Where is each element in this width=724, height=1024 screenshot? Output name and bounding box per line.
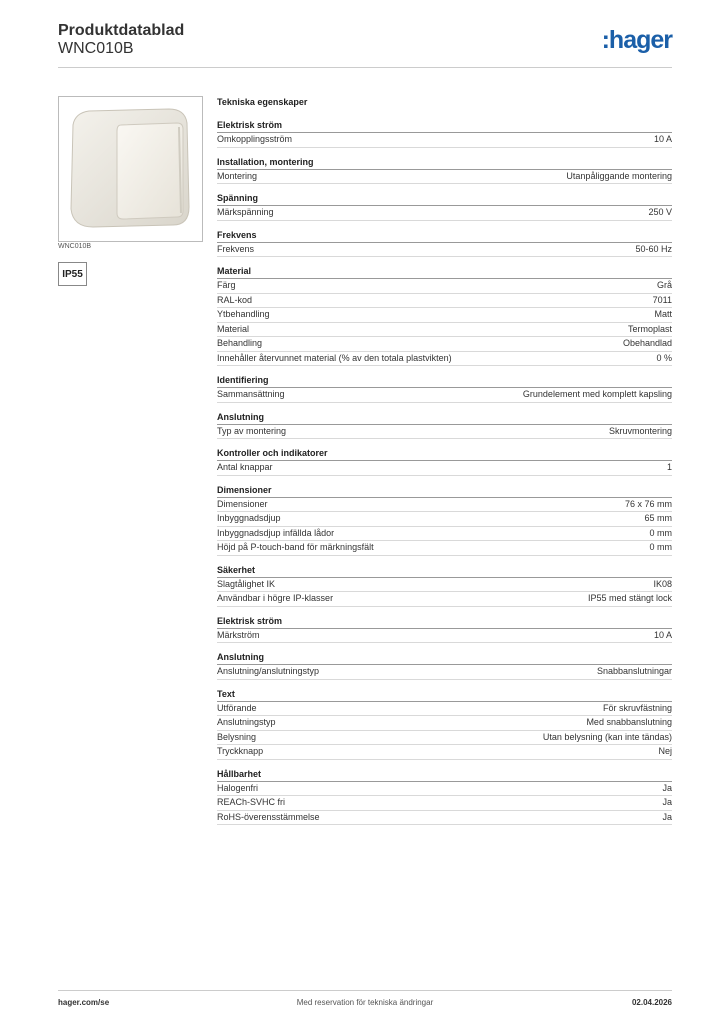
- spec-row: [217, 731, 672, 746]
- spec-row: [217, 578, 672, 593]
- section-title: Dimensioner: [217, 484, 672, 498]
- spec-row: [217, 498, 672, 513]
- spec-row: [217, 323, 672, 338]
- technical-specifications: [217, 95, 672, 833]
- spec-row: [217, 279, 672, 294]
- spec-value: 7011: [652, 294, 672, 305]
- spec-label: Omkopplingsström: [217, 134, 293, 144]
- spec-row: [217, 527, 672, 542]
- spec-label: Anslutning/anslutningstyp: [217, 666, 320, 676]
- spec-label: Anslutningstyp: [217, 717, 276, 727]
- spec-section: [217, 564, 672, 607]
- footer-disclaimer: Med reservation för tekniska ändringar: [296, 998, 434, 1007]
- spec-label: Belysning: [217, 731, 257, 742]
- spec-label: RAL-kod: [217, 294, 253, 305]
- spec-section: [217, 411, 672, 440]
- spec-value: Nej: [658, 746, 672, 756]
- spec-row: [217, 811, 672, 826]
- spec-value: 0 mm: [649, 527, 672, 538]
- section-title: Installation, montering: [217, 156, 672, 170]
- spec-value: Grå: [656, 280, 672, 290]
- spec-section: [217, 615, 672, 644]
- spec-value: Ja: [662, 797, 672, 807]
- spec-value: Med snabbanslutning: [586, 717, 672, 727]
- spec-label: Utförande: [217, 702, 257, 713]
- product-code: WNC010B: [58, 40, 134, 57]
- spec-section: [217, 119, 672, 148]
- spec-section: [217, 651, 672, 680]
- spec-row: [217, 206, 672, 221]
- spec-value: 1: [666, 462, 672, 472]
- spec-section: [217, 374, 672, 403]
- spec-value: Snabbanslutningar: [596, 666, 672, 676]
- spec-value: 10 A: [653, 134, 672, 144]
- header-divider: [58, 67, 672, 68]
- spec-section: [217, 156, 672, 185]
- section-title: Elektrisk ström: [217, 119, 672, 133]
- product-image: [58, 96, 203, 242]
- spec-value: Grundelement med komplett kapsling: [522, 389, 672, 399]
- document-header: [58, 22, 184, 58]
- spec-label: Innehåller återvunnet material (% av den totala plastvikten): [217, 352, 452, 363]
- spec-row: [217, 629, 672, 644]
- spec-row: [217, 133, 672, 148]
- spec-row: [217, 512, 672, 527]
- spec-label: Halogenfri: [217, 782, 259, 793]
- spec-label: REACh-SVHC fri: [217, 797, 286, 807]
- spec-value: Ja: [662, 811, 672, 822]
- spec-label: Märkspänning: [217, 207, 274, 217]
- section-title: Anslutning: [217, 411, 672, 425]
- section-title: Frekvens: [217, 229, 672, 243]
- section-title: Säkerhet: [217, 564, 672, 578]
- spec-label: Dimensioner: [217, 498, 268, 509]
- section-title: Anslutning: [217, 651, 672, 665]
- spec-row: [217, 294, 672, 309]
- spec-value: Skruvmontering: [608, 425, 672, 436]
- spec-label: Typ av montering: [217, 425, 287, 436]
- spec-value: 50-60 Hz: [635, 243, 672, 254]
- spec-label: Höjd på P-touch-band för märkningsfält: [217, 542, 374, 552]
- spec-value: Ja: [662, 782, 672, 793]
- spec-label: Antal knappar: [217, 462, 273, 472]
- spec-row: [217, 337, 672, 352]
- spec-section: [217, 688, 672, 760]
- section-title: Material: [217, 265, 672, 279]
- section-title: Text: [217, 688, 672, 702]
- spec-label: Inbyggnadsdjup: [217, 513, 281, 523]
- ip-rating-badge: IP55: [58, 262, 87, 286]
- spec-row: [217, 796, 672, 811]
- hager-logo: :hager: [601, 26, 672, 54]
- spec-label: Märkström: [217, 629, 260, 640]
- spec-label: RoHS-överensstämmelse: [217, 811, 320, 822]
- spec-row: [217, 592, 672, 607]
- spec-section: [217, 484, 672, 556]
- spec-section: [217, 229, 672, 258]
- spec-sections: [217, 119, 672, 825]
- spec-row: [217, 461, 672, 476]
- spec-row: [217, 745, 672, 760]
- spec-value: 65 mm: [644, 513, 672, 523]
- spec-row: [217, 665, 672, 680]
- spec-label: Material: [217, 323, 250, 334]
- spec-value: Utanpåliggande montering: [566, 170, 672, 181]
- spec-label: Behandling: [217, 338, 263, 348]
- spec-value: Obehandlad: [622, 338, 672, 348]
- spec-value: Termoplast: [627, 323, 672, 334]
- spec-label: Frekvens: [217, 243, 255, 254]
- spec-value: Matt: [654, 309, 672, 319]
- spec-row: [217, 716, 672, 731]
- spec-row: [217, 425, 672, 440]
- section-title: Elektrisk ström: [217, 615, 672, 629]
- spec-value: 10 A: [653, 629, 672, 640]
- specs-heading: Tekniska egenskaper: [217, 97, 308, 107]
- section-title: Spänning: [217, 192, 672, 206]
- spec-value: 0 mm: [649, 542, 672, 552]
- spec-label: Montering: [217, 170, 258, 181]
- section-title: Kontroller och indikatorer: [217, 447, 672, 461]
- spec-value: 0 %: [656, 352, 672, 363]
- spec-label: Sammansättning: [217, 389, 285, 399]
- spec-value: 250 V: [648, 207, 672, 217]
- spec-row: [217, 541, 672, 556]
- spec-label: Färg: [217, 280, 236, 290]
- spec-label: Inbyggnadsdjup infällda lådor: [217, 527, 335, 538]
- spec-row: [217, 308, 672, 323]
- spec-value: 76 x 76 mm: [624, 498, 672, 509]
- section-title: Hållbarhet: [217, 768, 672, 782]
- footer-date: 02.04.2026: [631, 998, 672, 1007]
- spec-value: För skruvfästning: [602, 702, 672, 713]
- spec-row: [217, 170, 672, 185]
- spec-label: Användbar i högre IP-klasser: [217, 593, 334, 603]
- spec-row: [217, 782, 672, 797]
- footer-website: hager.com/se: [58, 998, 110, 1007]
- document-title: Produktdatablad: [58, 22, 185, 39]
- spec-label: Ytbehandling: [217, 309, 270, 319]
- spec-value: Utan belysning (kan inte tändas): [542, 731, 672, 742]
- spec-value: IK08: [653, 578, 672, 589]
- footer-divider: [58, 990, 672, 991]
- spec-section: [217, 768, 672, 826]
- spec-row: [217, 388, 672, 403]
- spec-row: [217, 352, 672, 367]
- image-caption: WNC010B: [58, 243, 92, 250]
- spec-section: [217, 447, 672, 476]
- spec-label: Slagtålighet IK: [217, 578, 276, 589]
- spec-section: [217, 192, 672, 221]
- spec-value: IP55 med stängt lock: [587, 593, 672, 603]
- spec-label: Tryckknapp: [217, 746, 264, 756]
- spec-section: [217, 265, 672, 366]
- section-title: Identifiering: [217, 374, 672, 388]
- spec-row: [217, 243, 672, 258]
- spec-row: [217, 702, 672, 717]
